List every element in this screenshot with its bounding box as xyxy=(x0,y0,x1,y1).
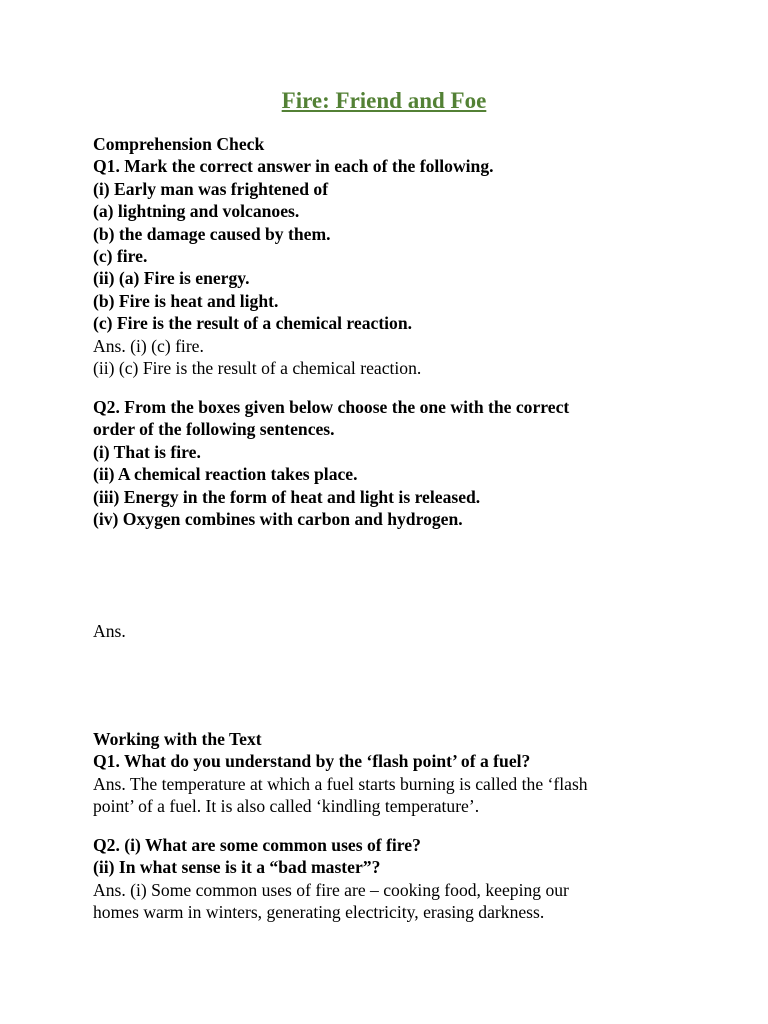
page-title: Fire: Friend and Foe xyxy=(281,88,487,113)
answer-text: homes warm in winters, generating electricity, erasing darkness. xyxy=(93,902,545,923)
question-part: (i) Early man was frightened of xyxy=(93,178,329,199)
sentence-item: (ii) A chemical reaction takes place. xyxy=(93,464,358,485)
comprehension-check-section xyxy=(93,133,733,379)
option-text: (b) the damage caused by them. xyxy=(93,223,331,244)
answer-text: point’ of a fuel. It is also called ‘kindling temperature’. xyxy=(93,796,480,817)
question-text: Q1. Mark the correct answer in each of the following. xyxy=(93,156,494,177)
question-part: (ii) (a) Fire is energy. xyxy=(93,268,250,289)
sentence-item: (iii) Energy in the form of heat and light is released. xyxy=(93,486,481,507)
question-text: Q2. (i) What are some common uses of fire? xyxy=(93,835,421,855)
answer-text: Ans. (i) Some common uses of fire are – cooking food, keeping our xyxy=(93,879,569,900)
question-text: Q1. What do you understand by the ‘flash point’ of a fuel? xyxy=(93,751,531,772)
answer-text: (ii) (c) Fire is the result of a chemical reaction. xyxy=(93,358,422,379)
option-text: (b) Fire is heat and light. xyxy=(93,290,279,311)
answer-text: Ans. xyxy=(93,621,126,641)
working-with-text-section xyxy=(93,728,733,818)
section-heading: Comprehension Check xyxy=(93,134,265,154)
option-text: (a) lightning and volcanoes. xyxy=(93,201,300,222)
question-text: order of the following sentences. xyxy=(93,419,335,440)
question-text: (ii) In what sense is it a “bad master”? xyxy=(93,857,381,878)
section-heading: Working with the Text xyxy=(93,729,262,749)
section2-q2-block xyxy=(93,834,733,924)
q2-answer xyxy=(93,620,733,642)
sentence-item: (iv) Oxygen combines with carbon and hydrogen. xyxy=(93,509,463,530)
question-text: Q2. From the boxes given below choose the one with the correct xyxy=(93,397,570,417)
option-text: (c) Fire is the result of a chemical reaction. xyxy=(93,313,413,334)
answer-text: Ans. The temperature at which a fuel starts burning is called the ‘flash xyxy=(93,773,588,794)
q2-block xyxy=(93,396,733,530)
sentence-item: (i) That is fire. xyxy=(93,441,201,462)
answer-text: Ans. (i) (c) fire. xyxy=(93,335,204,356)
option-text: (c) fire. xyxy=(93,246,148,267)
